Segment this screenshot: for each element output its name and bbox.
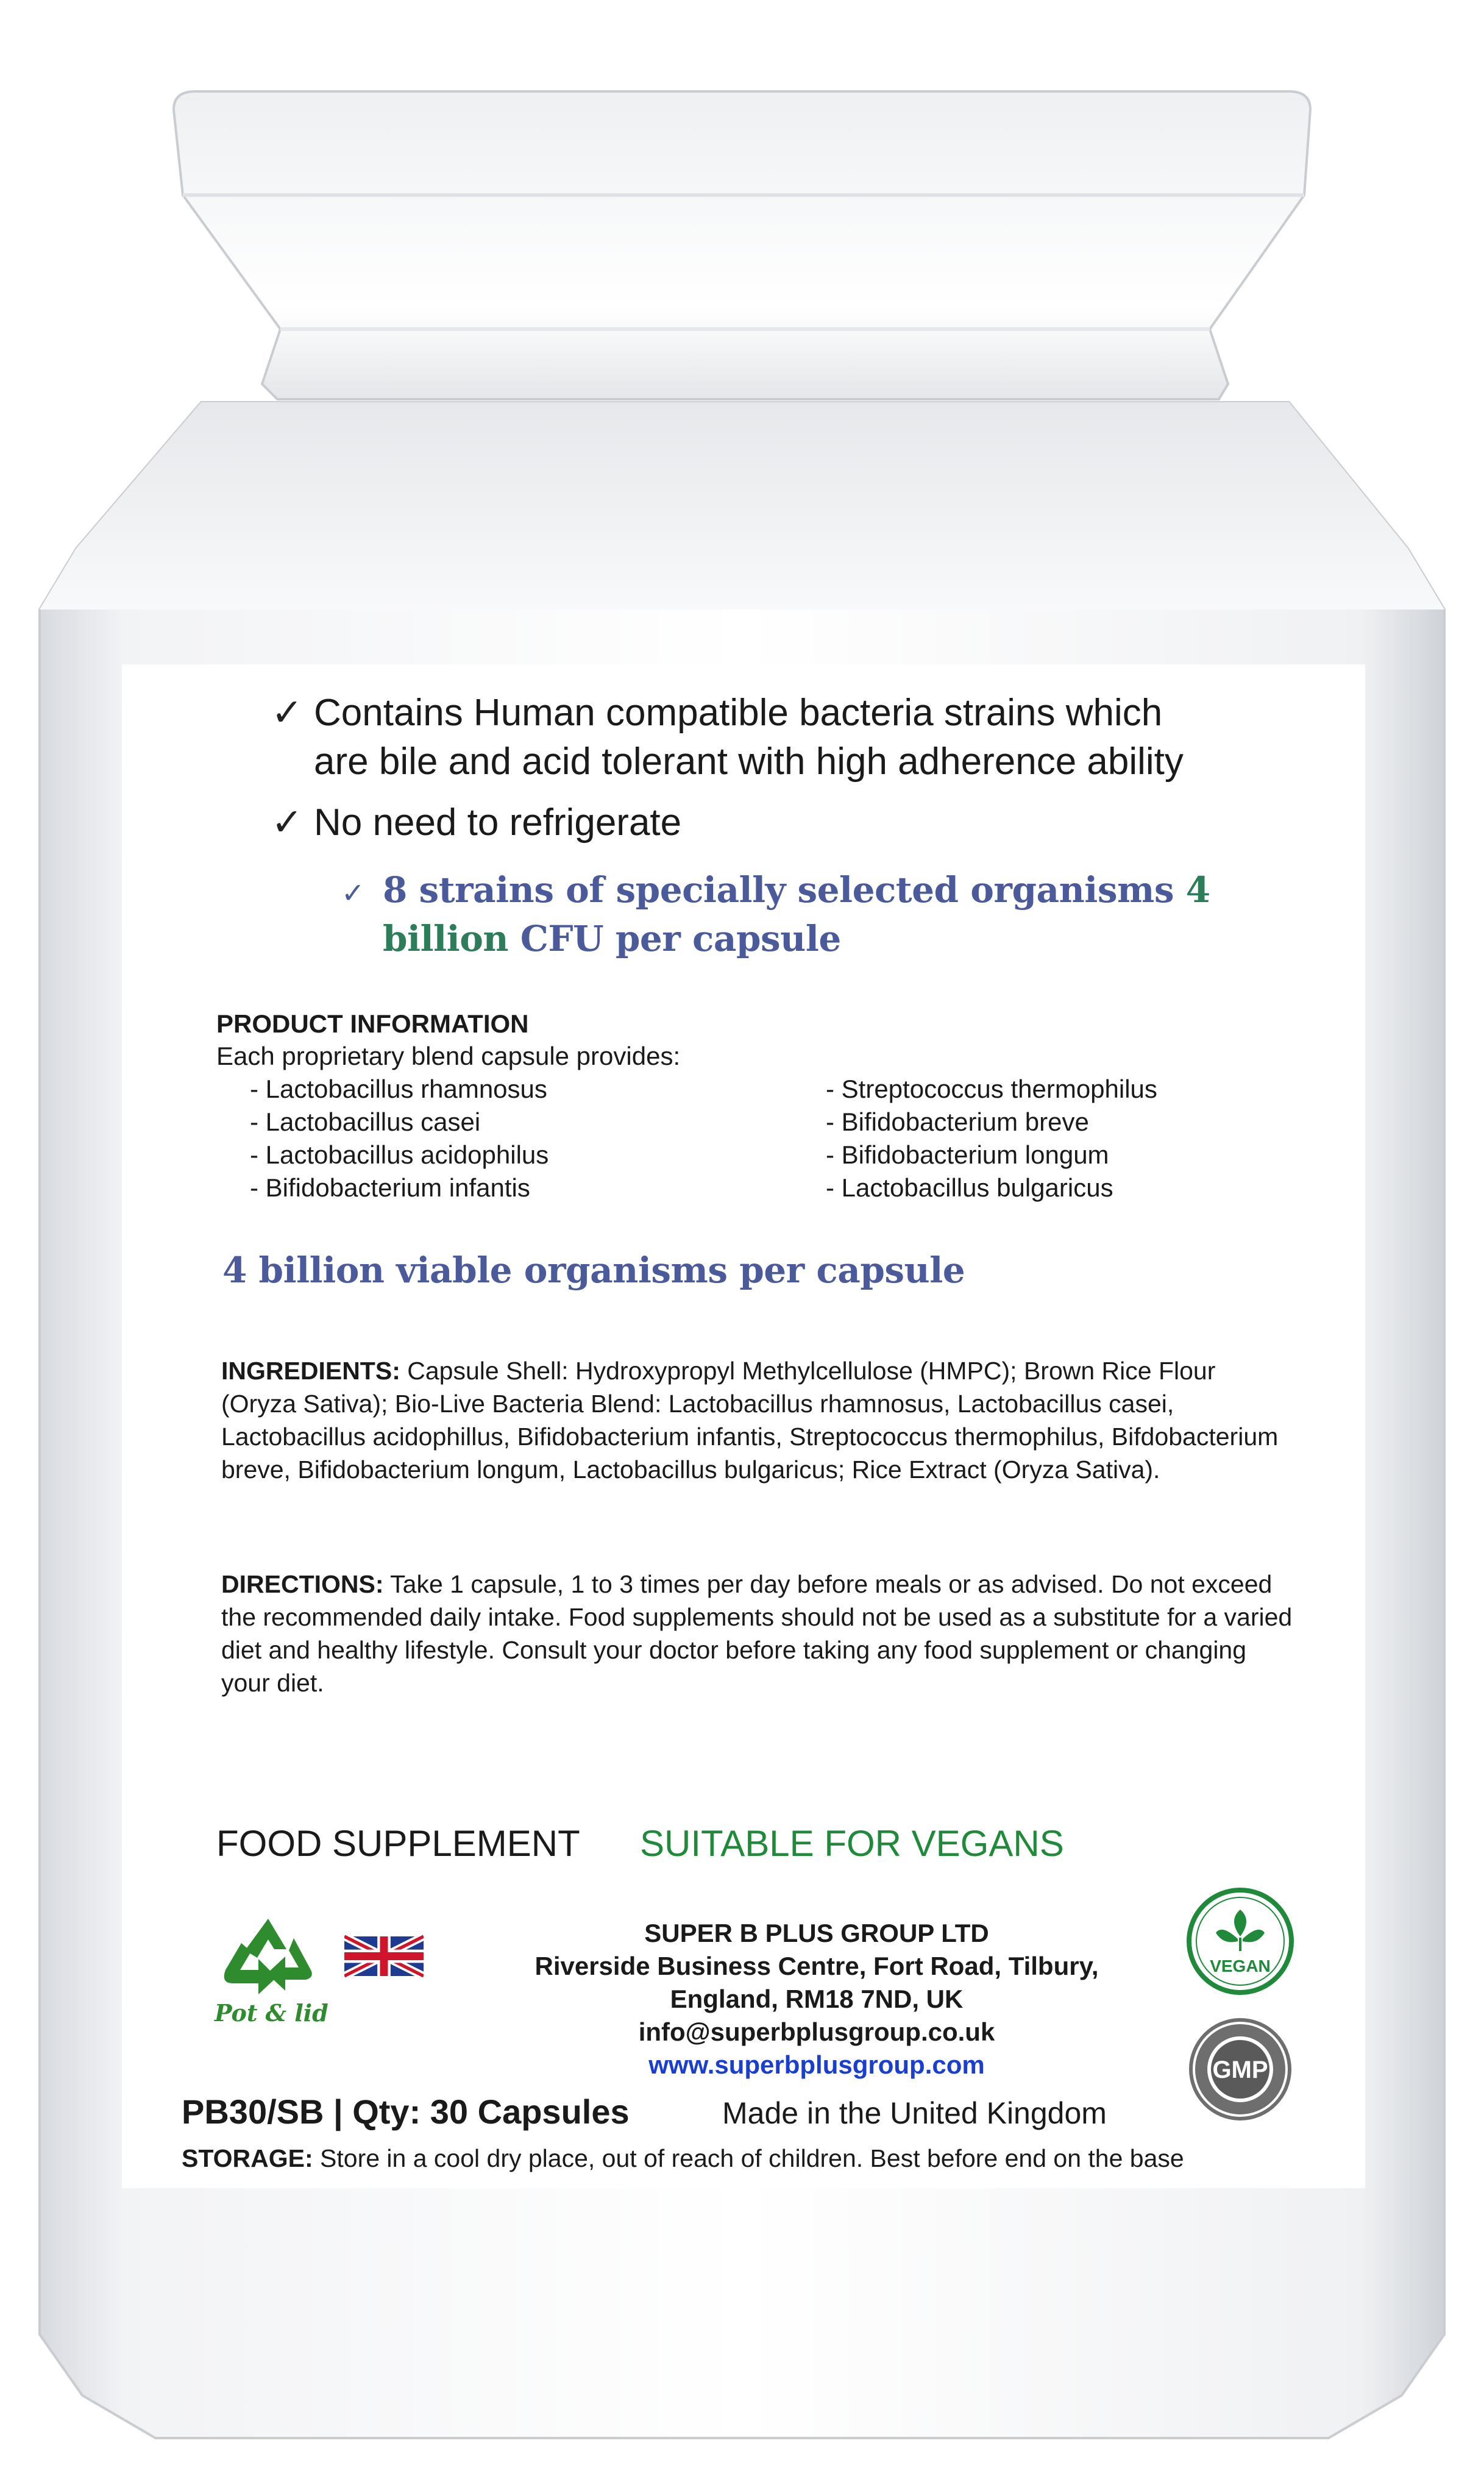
product-code-line xyxy=(182,2092,630,2131)
company-email: info@superbplusgroup.co.uk xyxy=(638,2017,995,2046)
suitable-for-vegans-label: SUITABLE FOR VEGANS xyxy=(640,1823,1064,1864)
bullet-1-line-1: Contains Human compatible bacteria strains which xyxy=(314,692,1163,734)
gmp-badge-text: GMP xyxy=(1212,2056,1268,2083)
strain-list-left xyxy=(250,1073,549,1204)
viable-organisms-headline: 4 billion viable organisms per capsule xyxy=(222,1249,965,1291)
strain-item: - Lactobacillus casei xyxy=(250,1107,481,1136)
bullet-1-line-2: are bile and acid tolerant with high adherence ability xyxy=(314,741,1184,783)
company-address-2: England, RM18 7ND, UK xyxy=(670,1985,964,2013)
bottle-shoulder xyxy=(40,402,1444,610)
bullet-3-billion: billion xyxy=(383,918,520,959)
strain-list-right xyxy=(826,1073,1157,1204)
product-code: PB30/SB | Qty: 30 Capsules xyxy=(182,2092,630,2131)
company-address-1: Riverside Business Centre, Fort Road, Tilbury, xyxy=(534,1952,1099,1980)
bullet-3-text: 8 strains of specially selected organisms xyxy=(383,869,1186,911)
bullet-3-line-1 xyxy=(383,866,1210,914)
checkmark-icon: ✓ xyxy=(341,876,365,909)
strain-item: - Lactobacillus acidophilus xyxy=(250,1140,549,1169)
directions-label: DIRECTIONS: xyxy=(221,1570,384,1598)
ingredients-text: Capsule Shell: Hydroxypropyl Methylcellulose (HMPC); Brown Rice Flour (Oryza Sativa); Bio-Live Bacteria Blend: Lactobacillus rhamnosus, Lactobacillus casei, Lactobacillus acidophillus, Bifidobacterium infantis, Streptococcus thermophilus, Bifdobacterium breve, Bifidobacterium longum, Lactobacillus bulgaricus; Rice Extract (Oryza Sativa). xyxy=(221,1357,1279,1484)
gmp-seal-icon xyxy=(1185,2014,1295,2124)
ingredients-paragraph xyxy=(221,1354,1288,1486)
bullet-3-line-2 xyxy=(383,914,841,963)
storage-label: STORAGE: xyxy=(182,2144,313,2172)
strain-item: - Lactobacillus rhamnosus xyxy=(250,1075,547,1103)
vegan-badge-text: VEGAN xyxy=(1210,1957,1271,1975)
bullet-1 xyxy=(271,689,303,738)
strain-item: - Bifidobacterium breve xyxy=(826,1107,1089,1136)
bullet-2: No need to refrigerate xyxy=(314,802,682,844)
food-supplement-label: FOOD SUPPLEMENT xyxy=(216,1823,580,1864)
recycle-icon xyxy=(213,1914,323,2005)
bullet-3-check xyxy=(341,869,364,917)
storage-text: Store in a cool dry place, out of reach of children. Best before end on the base xyxy=(313,2144,1184,2172)
company-website: www.superbplusgroup.com xyxy=(648,2050,985,2079)
strain-item: - Lactobacillus bulgaricus xyxy=(826,1173,1113,1202)
directions-paragraph xyxy=(221,1568,1300,1699)
company-name: SUPER B PLUS GROUP LTD xyxy=(644,1919,989,1947)
company-details xyxy=(439,1917,1195,2081)
uk-flag-icon xyxy=(344,1933,424,1979)
product-info-heading: PRODUCT INFORMATION xyxy=(216,1009,529,1038)
product-info-intro: Each proprietary blend capsule provides: xyxy=(216,1042,681,1070)
vegan-badge xyxy=(1185,1886,1295,1996)
ingredients-label: INGREDIENTS: xyxy=(221,1357,400,1385)
recycle-caption: Pot & lid xyxy=(215,1999,328,2027)
bullet-3-cfu: CFU per capsule xyxy=(520,918,841,959)
bullet-2-check xyxy=(271,798,303,847)
bullet-3-number: 4 xyxy=(1185,869,1210,911)
strain-item: - Bifidobacterium infantis xyxy=(250,1173,530,1202)
strain-item: - Bifidobacterium longum xyxy=(826,1140,1109,1169)
checkmark-icon: ✓ xyxy=(271,692,303,734)
made-in-uk: Made in the United Kingdom xyxy=(722,2096,1107,2130)
storage-line xyxy=(182,2144,1184,2173)
directions-text: Take 1 capsule, 1 to 3 times per day before meals or as advised. Do not exceed the recommended daily intake. Food supplements should not be used as a substitute for a varied diet and healthy lifestyle. Consult your doctor before taking any food supplement or changing your diet. xyxy=(221,1570,1293,1697)
strain-item: - Streptococcus thermophilus xyxy=(826,1075,1157,1103)
bottle-lid xyxy=(174,91,1310,399)
checkmark-icon: ✓ xyxy=(271,802,303,844)
